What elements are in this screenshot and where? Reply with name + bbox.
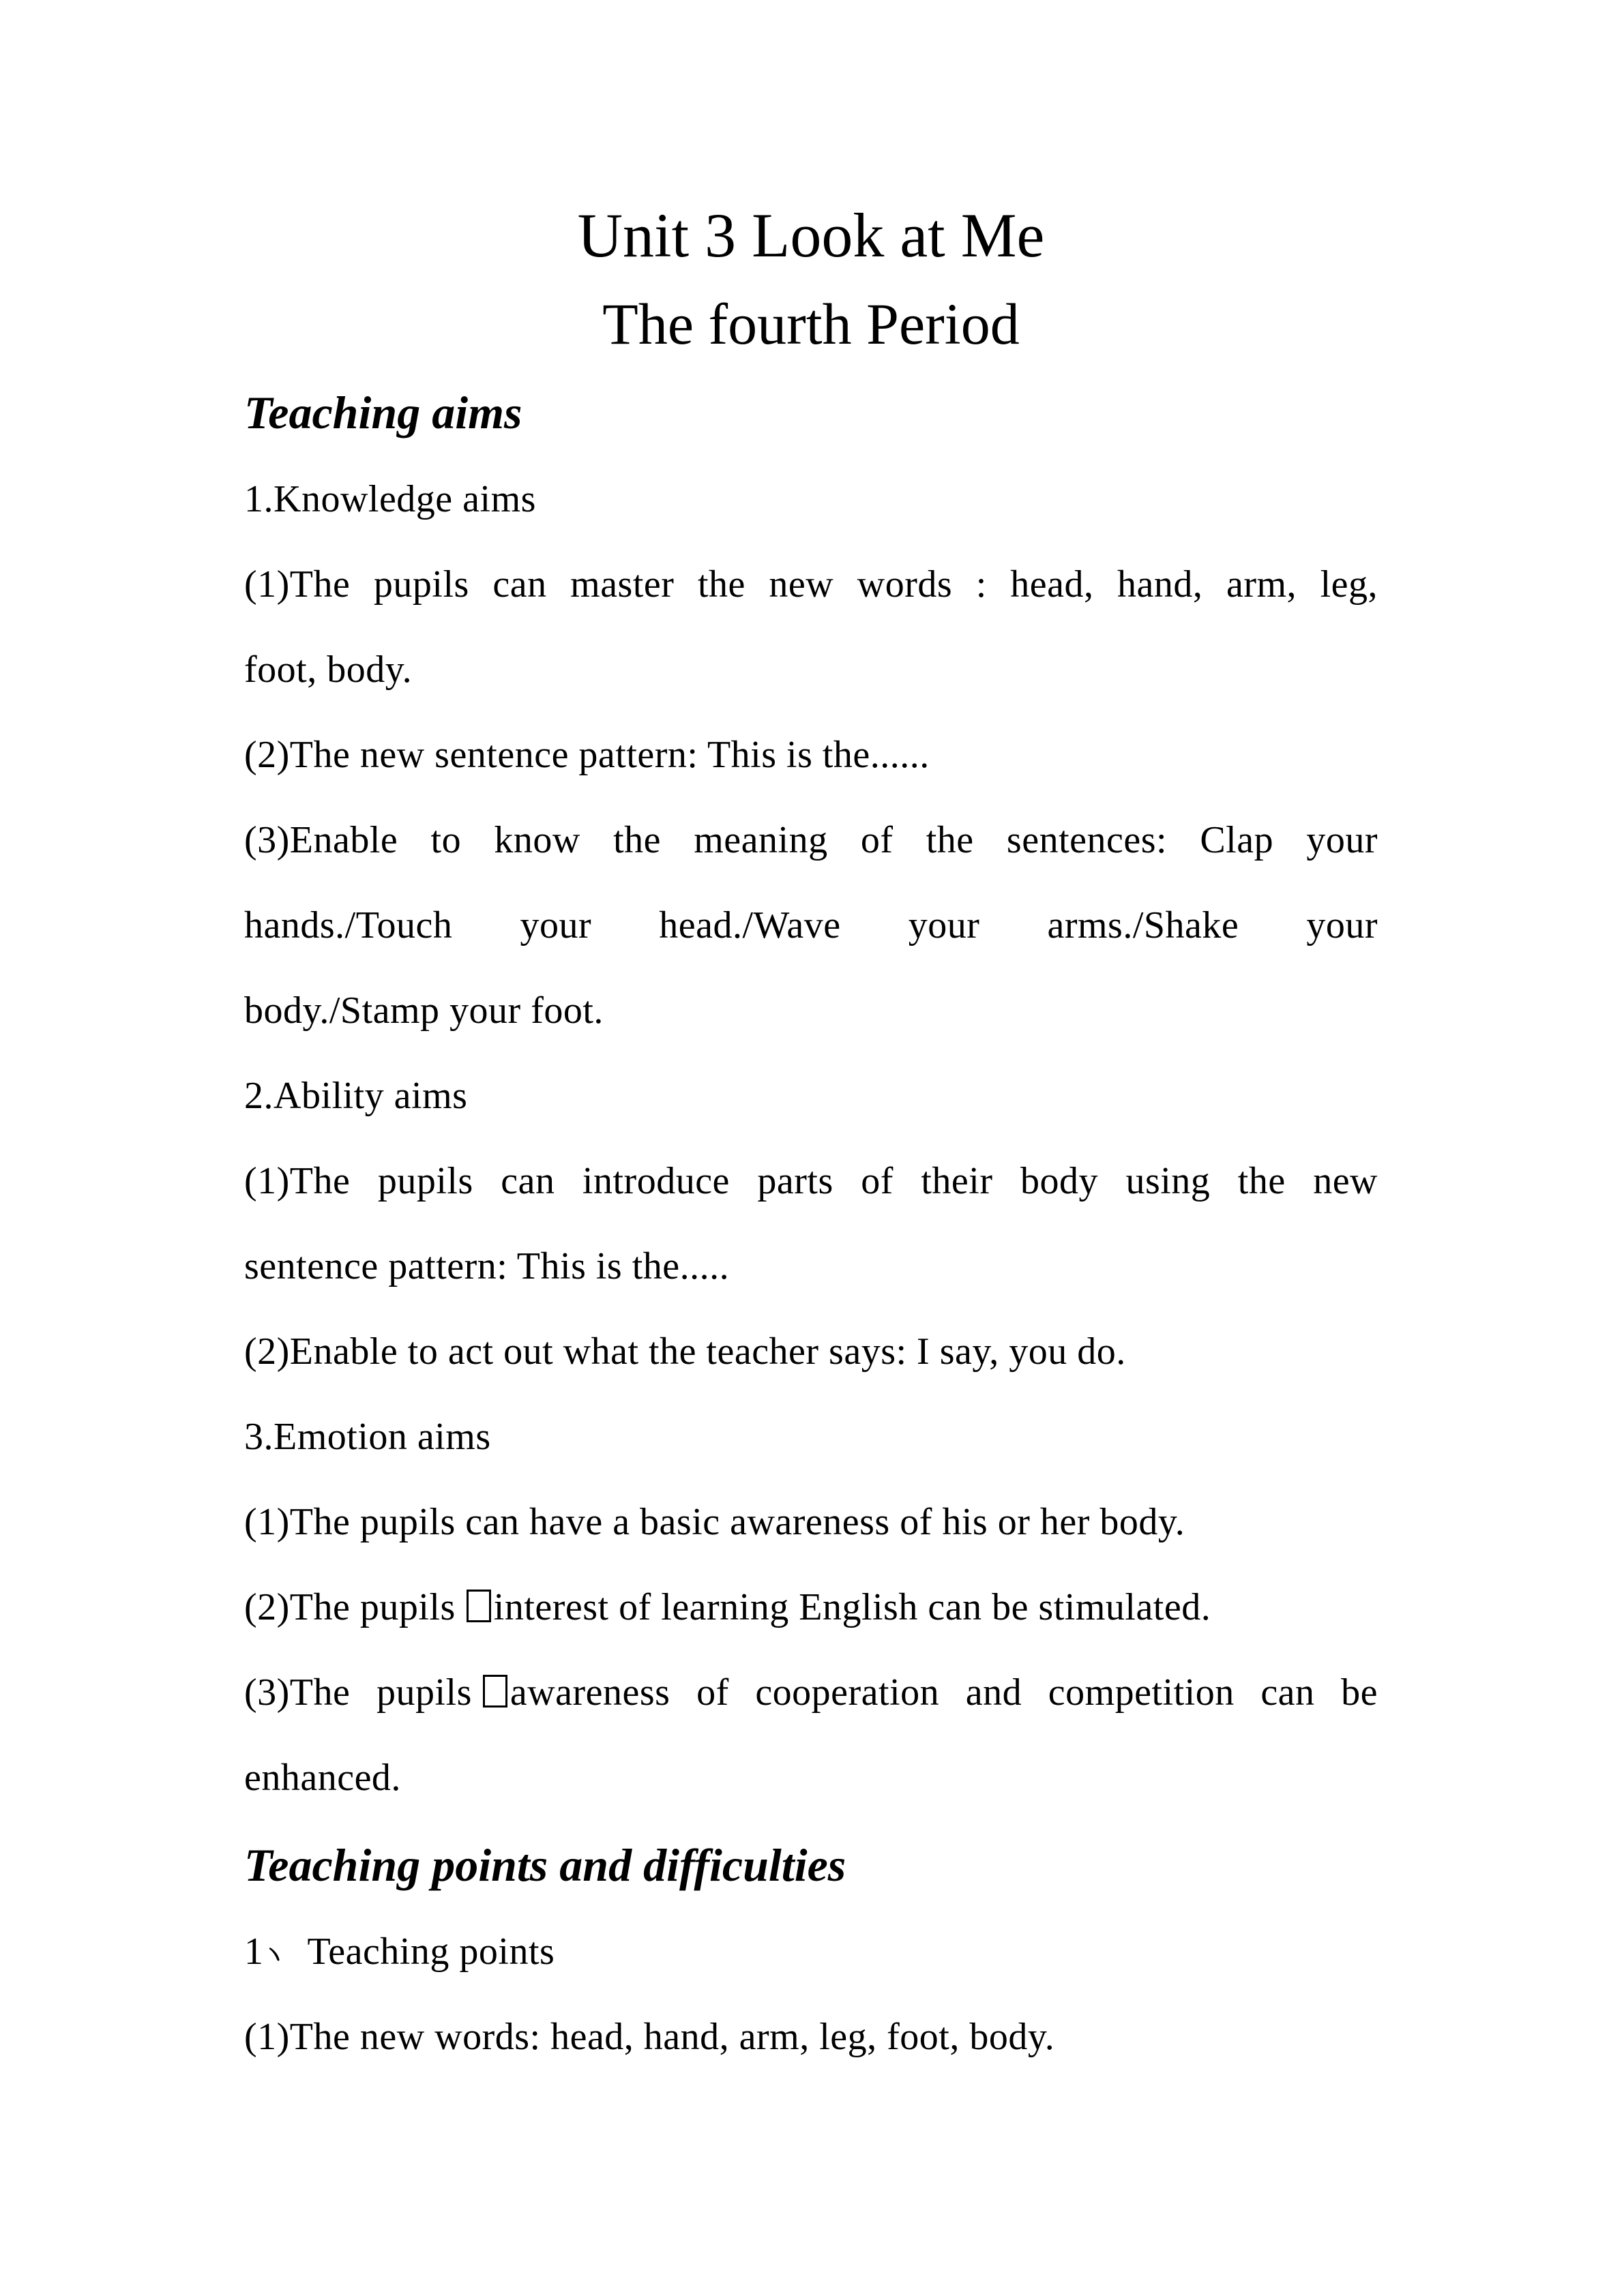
section-heading <box>244 1821 1378 1909</box>
text-segment: (1)The pupils can master the new words : head, hand, arm, leg, <box>244 563 1378 606</box>
text-segment: sentence pattern: This is the..... <box>244 1245 730 1287</box>
missing-glyph-box <box>467 1590 491 1622</box>
text-segment: (3)Enable to know the meaning of the sentences: Clap your <box>244 819 1378 861</box>
text-segment: (2)Enable to act out what the teacher says: I say, you do. <box>244 1330 1126 1373</box>
text-line <box>244 883 1378 968</box>
text-line <box>244 1224 1378 1309</box>
text-segment: (3)The pupils <box>244 1671 472 1714</box>
text-segment: 3.Emotion aims <box>244 1416 491 1458</box>
text-line <box>244 713 1378 798</box>
text-segment: Unit 3 Look at Me <box>577 200 1045 270</box>
text-segment: 1 <box>244 1930 264 1973</box>
section-heading <box>244 368 1378 457</box>
text-line <box>244 542 1378 627</box>
text-segment: (1)The pupils can have a basic awareness of his or her body. <box>244 1501 1185 1543</box>
text-segment: Teaching points and difficulties <box>244 1839 846 1891</box>
text-line <box>244 627 1378 713</box>
text-line <box>244 1480 1378 1565</box>
text-segment: Teaching points <box>307 1930 555 1973</box>
text-segment: 2.Ability aims <box>244 1075 468 1117</box>
text-segment: foot, body. <box>244 648 413 691</box>
text-line <box>244 798 1378 883</box>
text-line <box>244 1139 1378 1224</box>
text-segment: interest of learning English can be stimulated. <box>493 1586 1211 1628</box>
document-title <box>244 191 1378 280</box>
text-segment: Teaching aims <box>244 387 522 438</box>
text-line <box>244 1735 1378 1821</box>
text-line <box>244 457 1378 542</box>
text-line <box>244 1309 1378 1395</box>
text-segment: (2)The pupils <box>244 1586 456 1628</box>
document-subtitle <box>244 280 1378 368</box>
text-segment: (1)The pupils can introduce parts of their body using the new <box>244 1160 1378 1202</box>
text-line <box>244 1995 1378 2080</box>
document-body <box>244 191 1378 2080</box>
text-line <box>244 1565 1378 1650</box>
text-segment: body./Stamp your foot. <box>244 989 604 1032</box>
text-segment: awareness of cooperation and competition can be <box>510 1671 1378 1714</box>
text-segment: hands./Touch your head./Wave your arms./Shake your <box>244 904 1378 946</box>
text-segment: The fourth Period <box>602 291 1020 357</box>
text-line <box>244 968 1378 1054</box>
text-segment: (1)The new words: head, hand, arm, leg, foot, body. <box>244 2016 1055 2058</box>
ideographic-comma-glyph <box>264 1926 308 1964</box>
text-line <box>244 1054 1378 1139</box>
text-line <box>244 1395 1378 1480</box>
text-segment: (2)The new sentence pattern: This is the...... <box>244 734 930 776</box>
text-segment: 1.Knowledge aims <box>244 478 536 520</box>
text-line <box>244 1909 1378 1995</box>
missing-glyph-box <box>483 1675 507 1708</box>
text-segment: enhanced. <box>244 1757 401 1799</box>
text-line <box>244 1650 1378 1735</box>
